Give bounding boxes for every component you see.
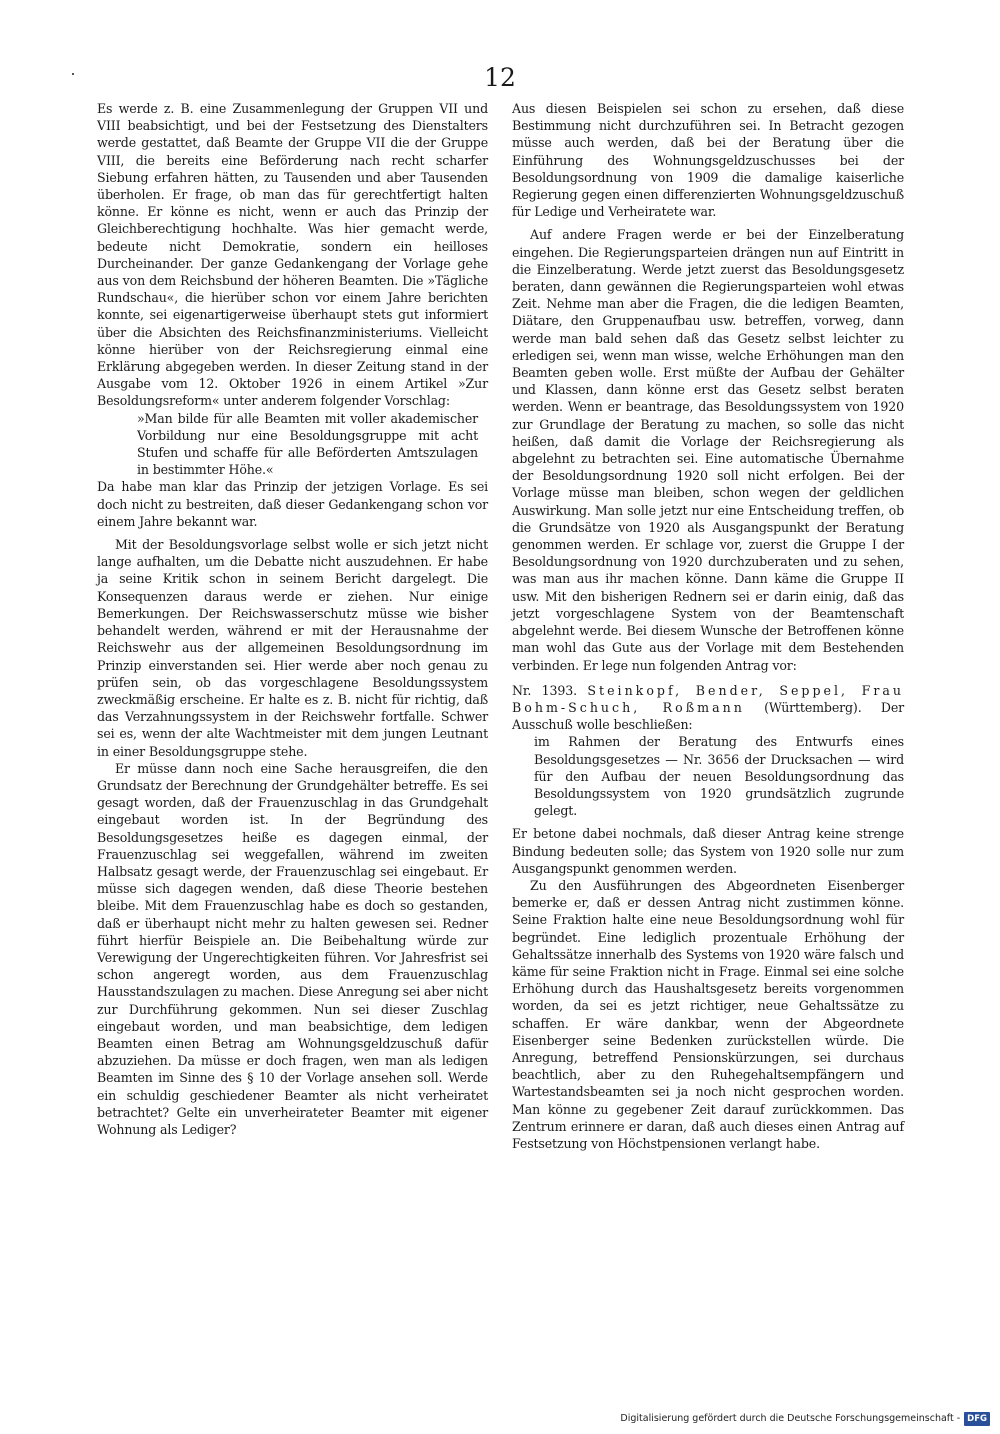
footer-text: Digitalisierung gefördert durch die Deutsche Forschungsgemeinschaft - (620, 1413, 961, 1424)
motion-block (512, 682, 904, 820)
motion-region: (Württemberg). (764, 699, 862, 715)
motion-names: Steinkopf, Bender, Seppel, Frau Bohm-Schuch, Roßmann (512, 682, 904, 715)
page-number: 12 (484, 63, 516, 92)
paragraph: Mit der Besoldungsvorlage selbst wolle er sich jetzt nicht lange aufhalten, um die Debatte nicht auszudehnen. Er habe ja seine Kritik schon in seinem Bericht dargelegt. Die Konsequenzen daraus werde er ziehen. Nur einige Bemerkungen. Der Reichswasserschutz müsse wie bisher behandelt werden, während er mit der Herausnahme der Reichswehr aus der allgemeinen Besoldungsordnung im Prinzip einverstanden sei. Hier werde aber noch genau zu prüfen sein, ob das vorgeschlagene Besoldungssystem zweckmäßig erscheine. Er halte es z. B. nicht für richtig, daß das Verzahnungssystem in der Reichswehr fortfalle. Schwer sei es, wenn der alte Wachtmeister mit dem jungen Leutnant in einer Besoldungsgruppe stehe. (97, 537, 488, 759)
paragraph: Da habe man klar das Prinzip der jetzigen Vorlage. Es sei doch nicht zu bestreiten, daß dieser Gedankengang schon vor einem Jahre bekannt war. (97, 479, 488, 529)
quote-text: »Man bilde für alle Beamten mit voller akademischer Vorbildung nur eine Besoldungsgruppe mit acht Stufen und schaffe für alle Beförderten Amtszulagen in bestimmter Höhe.« (137, 410, 478, 478)
motion-text: im Rahmen der Beratung des Entwurfs eines Besoldungsgesetzes — Nr. 3656 der Drucksachen — wird für den Aufbau der neuen Besoldungsordnung das Besoldungssystem von 1920 grundsätzlich zugrunde gelegt. (534, 734, 904, 819)
paragraph: Er betone dabei nochmals, daß dieser Antrag keine strenge Bindung bedeuten solle; das System von 1920 solle nur zum Ausgangspunkt genommen werden. (512, 826, 904, 876)
left-column (97, 100, 488, 1138)
footer (620, 1412, 990, 1426)
motion-intro: Der Ausschuß wolle beschließen: (512, 699, 904, 733)
paragraph: Auf andere Fragen werde er bei der Einzelberatung eingehen. Die Regierungsparteien drängen nun auf Eintritt in die Einzelberatung. Werde jetzt zuerst das Besoldungsgesetz beraten, dann gewännen die Regierungsparteien wohl etwas Zeit. Nehme man aber die Fragen, die die ledigen Beamten, Diätare, den Gruppenaufbau usw. betreffen, vorweg, dann werde man bald sehen daß das Gesetz selbst leichter zu erledigen sei, wenn man wisse, welche Erhöhungen man den Beamten geben wolle. Erst müßte der Aufbau der Gehälter und Klassen, dann könne erst das Gesetz selbst beraten werden. Wenn er beantrage, das Besoldungssystem von 1920 zur Grundlage der Beratung zu machen, so solle das nicht heißen, daß damit die Vorlage der Reichsregierung als abgelehnt zu betrachten sei. Eine automatische Übernahme der Besoldungsordnung 1920 soll nicht erfolgen. Bei der Vorlage müsse man bleiben, schon wegen der geldlichen Auswirkung. Man solle jetzt nur eine Entscheidung treffen, ob die Grundsätze von 1920 als Ausgangspunkt der Beratung genommen werden. Er schlage vor, zuerst die Gruppe I der Besoldungsordnung von 1920 durchzuberaten und zu sehen, was man aus ihr machen könne. Dann käme die Gruppe II usw. Mit den bisherigen Rednern sei er darin einig, daß das jetzt vorgeschlagene System von der Beamtenschaft abgelehnt werde. Bei diesem Wunsche der Betroffenen könne man wohl das Gute aus der Vorlage mit dem Bestehenden verbinden. Er lege nun folgenden Antrag vor: (512, 227, 904, 673)
paragraph: Es werde z. B. eine Zusammenlegung der Gruppen VII und VIII beabsichtigt, und bei der Festsetzung des Dienstalters werde gestattet, daß Beamte der Gruppe VII die der Gruppe VIII, die bereits eine Beförderung nach recht scharfer Siebung erfahren hätten, zu Tausenden und aber Tausenden überholen. Er frage, ob man das für gerechtfertigt halten könne. Er könne es nicht, wenn er auch das Prinzip der Gleichberechtigung hochhalte. Was hier gemacht werde, bedeute nicht Demokratie, sondern ein heilloses Durcheinander. Der ganze Gedankengang der Vorlage gehe aus von dem Reichsbund der höheren Beamten. Die »Tägliche Rundschau«, die hierüber schon vor einem Jahre berichten konnte, sei eigenartigerweise überhaupt stets gut informiert über die Absichten des Reichsfinanzministeriums. Vielleicht könne hierüber von der Reichsregierung einmal eine Erklärung abgegeben werden. In dieser Zeitung stand in der Ausgabe vom 12. Oktober 1926 in einem Artikel »Zur Besoldungsreform« unter anderem folgender Vorschlag: (97, 101, 488, 409)
paragraph: Er müsse dann noch eine Sache herausgreifen, die den Grundsatz der Berechnung der Grundgehälter betreffe. Es sei gesagt worden, daß der Frauenzuschlag in das Grundgehalt eingebaut worden ist. In der Begründung des Besoldungsgesetzes heiße es dagegen einmal, der Frauenzuschlag sei weggefallen, während im zweiten Halbsatz gesagt werde, der Frauenzuschlag sei eingebaut. Er müsse sich dagegen wenden, daß diese Theorie bestehen bleibe. Mit dem Frauenzuschlag habe es doch so gestanden, daß er überhaupt nicht mehr zu halten gewesen sei. Redner führt hierfür Beispiele an. Die Beibehaltung würde zur Verewigung der Ungerechtigkeiten führen. Vor Jahresfrist sei schon angeregt worden, aus dem Frauenzuschlag Hausstandszulagen zu machen. Diese Anregung sei aber nicht zur Durchführung gekommen. Nun sei dieser Zuschlag eingebaut worden, und man beabsichtige, dem ledigen Beamten einen Betrag am Wohnungsgeldzuschuß dafür abzuziehen. Da müsse er doch fragen, wen man als ledigen Beamten im Sinne des § 10 der Vorlage ansehen soll. Werde ein schuldig geschiedener Beamter als nicht verheiratet betrachtet? Gelte ein unverheirateter Beamter mit eigener Wohnung als Lediger? (97, 760, 488, 1137)
right-column (512, 100, 904, 1152)
right-column-before-motion (512, 100, 904, 674)
right-column-after-motion (512, 825, 904, 1152)
dfg-logo: DFG (964, 1412, 990, 1426)
motion-header (512, 682, 904, 734)
motion-number: Nr. 1393. (512, 682, 577, 698)
paragraph: Zu den Ausführungen des Abgeordneten Eisenberger bemerke er, daß er dessen Antrag nicht zustimmen könne. Seine Fraktion halte eine neue Besoldungsordnung wohl für begründet. Eine lediglich prozentuale Erhöhung der Gehaltssätze innerhalb des Systems von 1920 wäre falsch und käme für seine Fraktion nicht in Frage. Einmal sei eine solche Erhöhung durch das Haushaltsgesetz bereits vorgenommen worden, da sei es jetzt richtiger, neue Gehaltssätze zu schaffen. Er wäre dankbar, wenn der Abgeordnete Eisenberger seine Bedenken zurückstellen würde. Die Anregung, betreffend Pensionskürzungen, sei durchaus beachtlich, aber zu den Ruhegehaltsempfängern und Wartestandsbeamten sei ja noch nicht gesprochen worden. Man könne zu gegebener Zeit darauf zurückkommen. Das Zentrum erinnere er daran, daß auch dieses einen Antrag auf Festsetzung von Höchstpensionen verlangt habe. (512, 877, 904, 1151)
paragraph: Aus diesen Beispielen sei schon zu ersehen, daß diese Bestimmung nicht durchzuführen sei. In Betracht gezogen müsse auch werden, daß bei der Beratung über die Einführung des Wohnungsgeldzuschusses bei der Besoldungsordnung von 1909 die damalige kaiserliche Regierung gegen einen differenzierten Wohnungsgeldzuschuß für Ledige und Verheiratete war. (512, 101, 904, 220)
quote-block (137, 410, 478, 479)
